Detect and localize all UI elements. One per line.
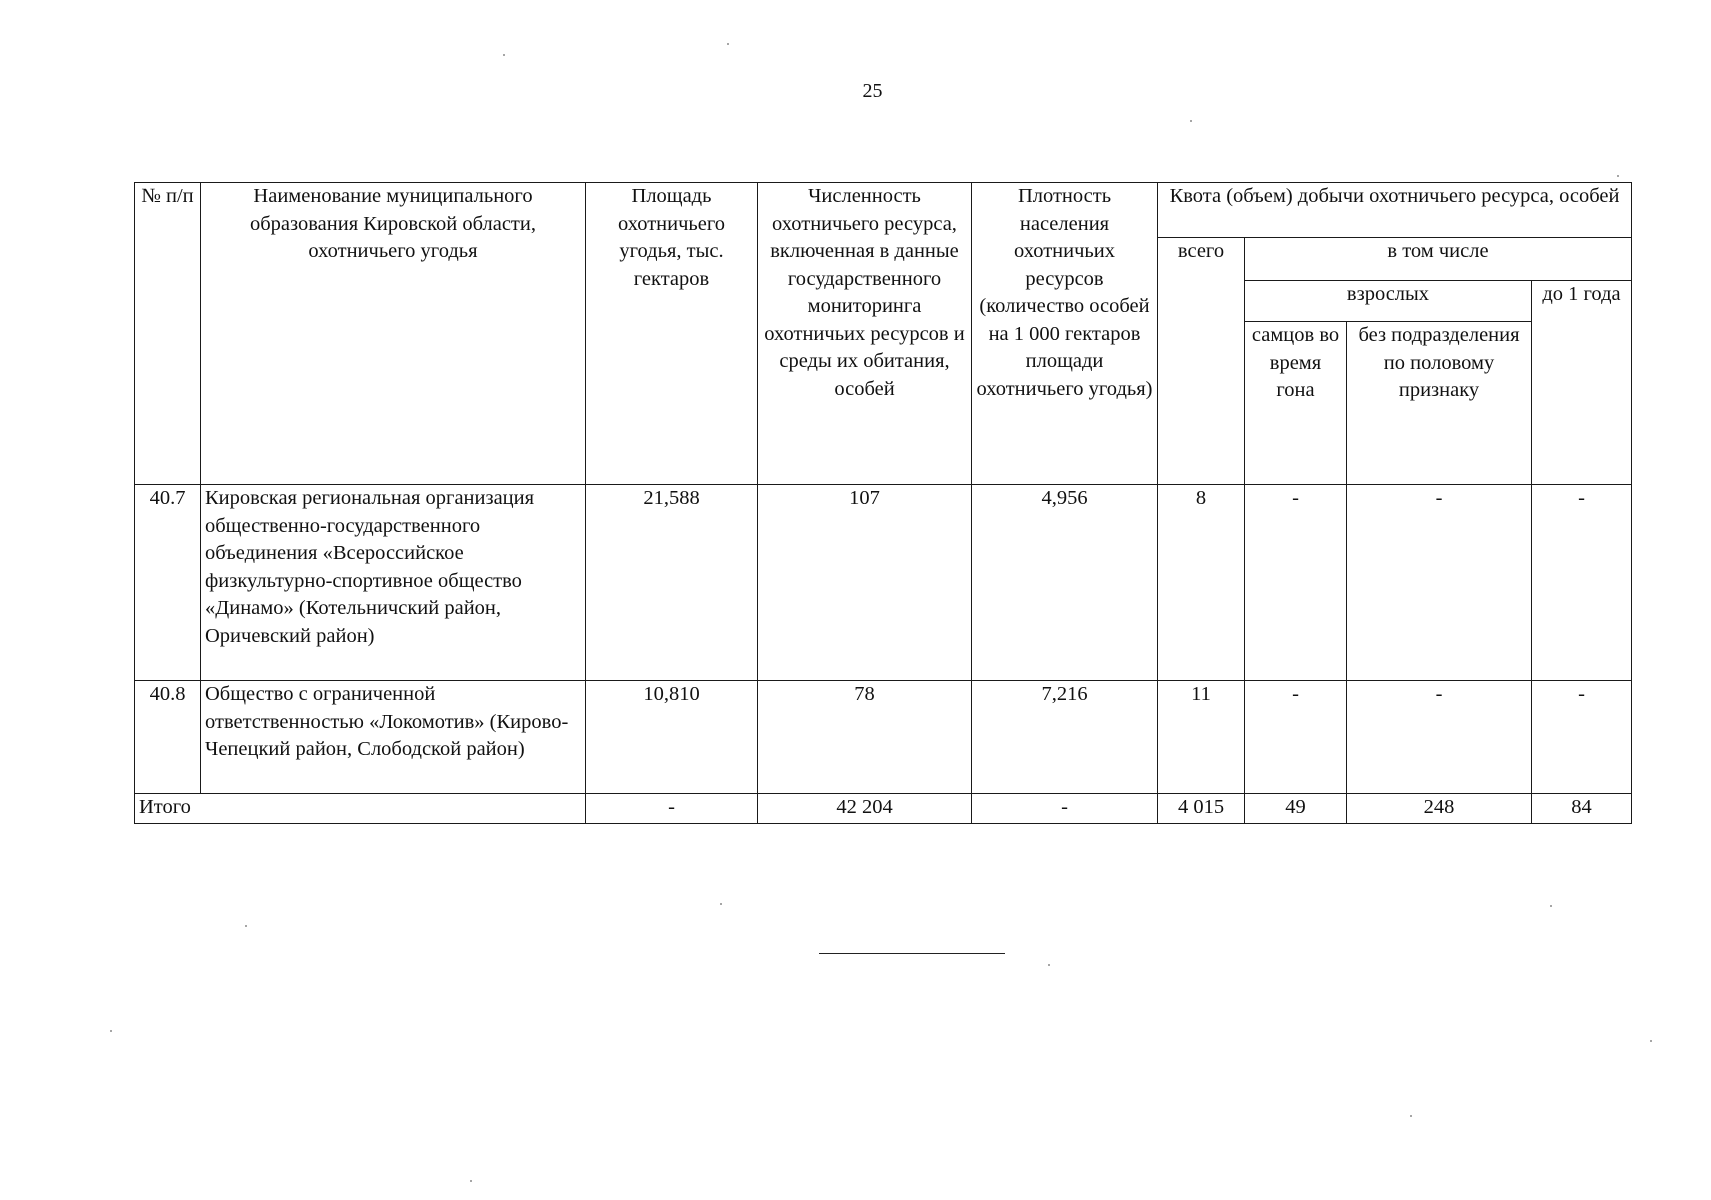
scan-speck — [1190, 120, 1192, 122]
scan-speck — [1410, 1115, 1412, 1117]
scan-speck — [727, 43, 729, 45]
totals-row — [135, 794, 1632, 824]
header-density: Плотность населения охотничьих ресурсов (количество особей на 1 000 гектаров площади охотничьего угодья) — [972, 183, 1158, 485]
totals-area: - — [586, 794, 758, 824]
row-density: 7,216 — [972, 681, 1158, 794]
scan-speck — [470, 1180, 472, 1182]
row-area: 10,810 — [586, 681, 758, 794]
header-num: № п/п — [135, 183, 201, 485]
row-population: 107 — [758, 485, 972, 681]
row-nodiv: - — [1347, 681, 1532, 794]
scan-speck — [503, 54, 505, 56]
header-no-sex-division: без подразделения по половому признаку — [1347, 322, 1532, 485]
scan-speck — [1650, 1040, 1652, 1042]
header-males-rut: самцов во время гона — [1245, 322, 1347, 485]
row-name: Общество с ограниченной ответственностью «Локомотив» (Кирово-Чепецкий район, Слободской район) — [201, 681, 586, 794]
row-num: 40.8 — [135, 681, 201, 794]
scan-speck — [110, 1030, 112, 1032]
header-quota: Квота (объем) добычи охотничьего ресурса, особей — [1158, 183, 1632, 238]
row-area: 21,588 — [586, 485, 758, 681]
totals-young: 84 — [1532, 794, 1632, 824]
header-area: Площадь охотничьего угодья, тыс. гектаров — [586, 183, 758, 485]
scan-speck — [1550, 905, 1552, 907]
header-population: Численность охотничьего ресурса, включенная в данные государственного мониторинга охотничьих ресурсов и среды их обитания, особей — [758, 183, 972, 485]
row-num: 40.7 — [135, 485, 201, 681]
row-males: - — [1245, 485, 1347, 681]
header-including: в том числе — [1245, 238, 1632, 281]
totals-males: 49 — [1245, 794, 1347, 824]
scan-speck — [1048, 964, 1050, 966]
scan-speck — [245, 925, 247, 927]
row-nodiv: - — [1347, 485, 1532, 681]
totals-population: 42 204 — [758, 794, 972, 824]
header-name: Наименование муниципального образования Кировской области, охотничьего угодья — [201, 183, 586, 485]
scan-speck — [720, 903, 722, 905]
header-under-one: до 1 года — [1532, 281, 1632, 485]
row-total: 8 — [1158, 485, 1245, 681]
row-total: 11 — [1158, 681, 1245, 794]
row-young: - — [1532, 485, 1632, 681]
header-total: всего — [1158, 238, 1245, 485]
table-row — [135, 485, 1632, 681]
hunting-quota-table — [134, 182, 1632, 824]
row-males: - — [1245, 681, 1347, 794]
header-adults: взрослых — [1245, 281, 1532, 322]
table-row — [135, 681, 1632, 794]
totals-nodiv: 248 — [1347, 794, 1532, 824]
scan-speck — [1617, 175, 1619, 177]
row-young: - — [1532, 681, 1632, 794]
end-of-document-rule — [819, 953, 1005, 954]
totals-label: Итого — [135, 794, 586, 824]
row-density: 4,956 — [972, 485, 1158, 681]
row-population: 78 — [758, 681, 972, 794]
row-name: Кировская региональная организация общественно-государственного объединения «Всероссийское физкультурно-спортивное общество «Динамо» (Котельничский район, Оричевский район) — [201, 485, 586, 681]
page-number: 25 — [862, 80, 883, 102]
totals-total: 4 015 — [1158, 794, 1245, 824]
totals-density: - — [972, 794, 1158, 824]
